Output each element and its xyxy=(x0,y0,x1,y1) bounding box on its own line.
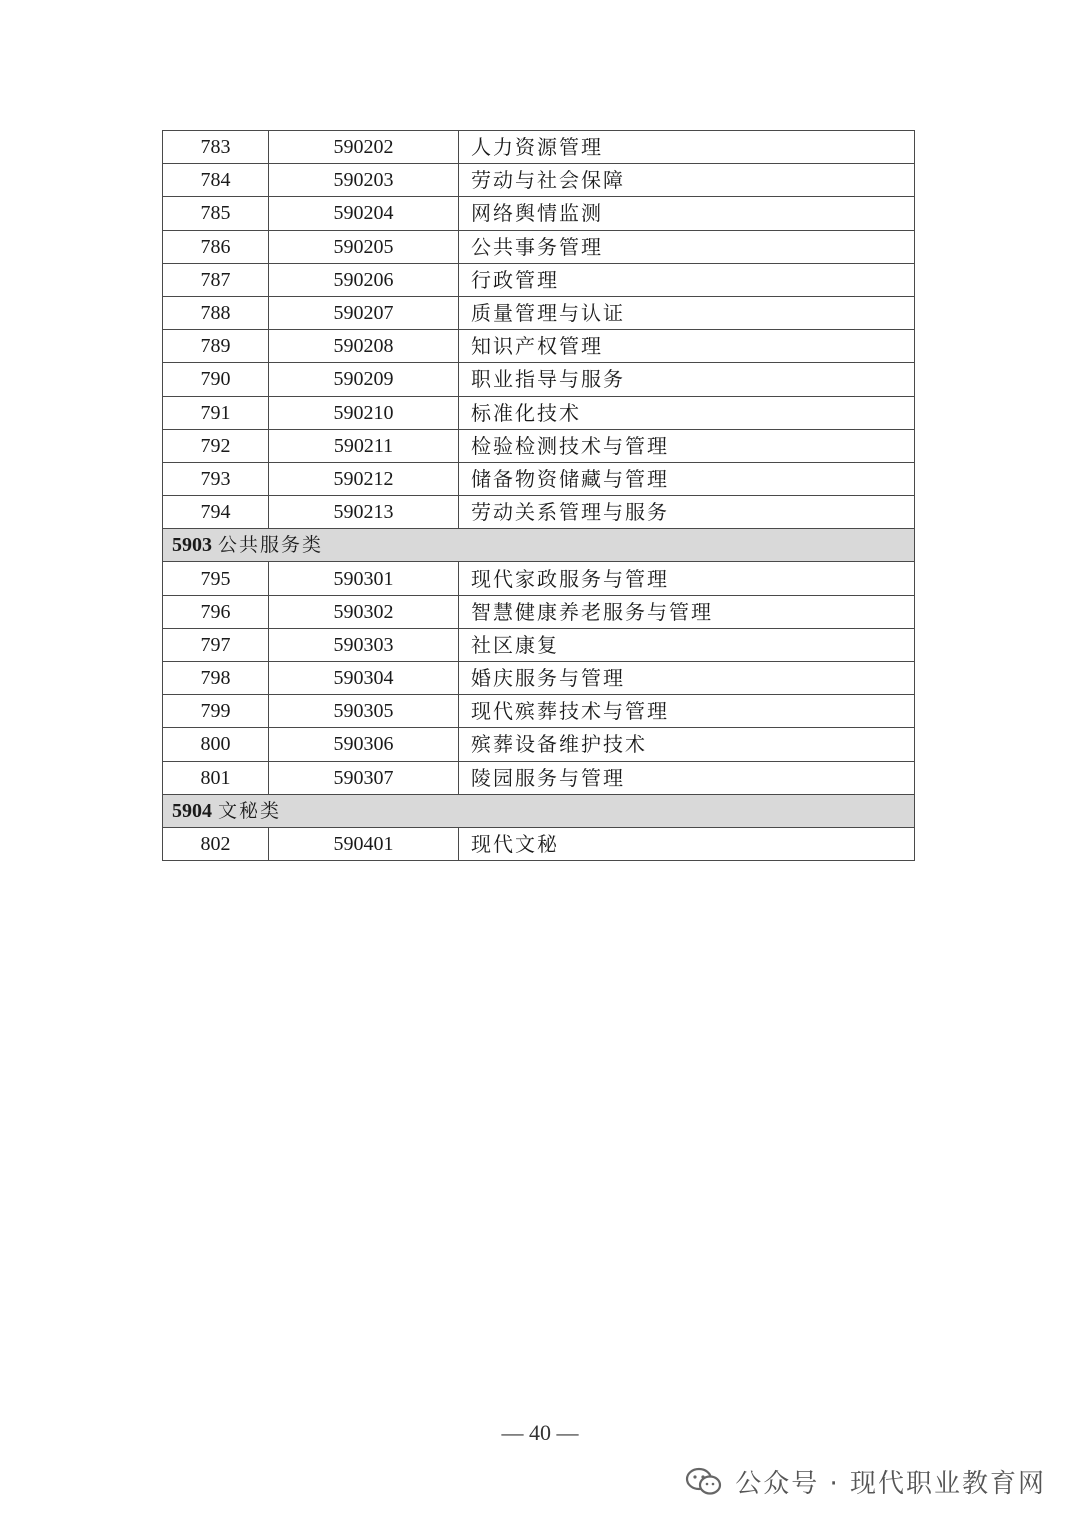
code-cell: 590306 xyxy=(269,728,459,761)
code-cell: 590209 xyxy=(269,363,459,396)
seq-cell: 798 xyxy=(163,662,269,695)
code-cell: 590204 xyxy=(269,197,459,230)
code-cell: 590304 xyxy=(269,662,459,695)
table-row xyxy=(163,662,915,695)
code-cell: 590207 xyxy=(269,296,459,329)
name-cell: 现代家政服务与管理 xyxy=(459,562,915,595)
page-number: — 40 — xyxy=(501,1420,579,1445)
table-row xyxy=(163,330,915,363)
code-cell: 590302 xyxy=(269,595,459,628)
table-row xyxy=(163,363,915,396)
seq-cell: 789 xyxy=(163,330,269,363)
name-cell: 人力资源管理 xyxy=(459,131,915,164)
seq-cell: 796 xyxy=(163,595,269,628)
name-cell: 劳动与社会保障 xyxy=(459,164,915,197)
program-table xyxy=(162,130,915,861)
name-cell: 行政管理 xyxy=(459,263,915,296)
category-row xyxy=(163,529,915,562)
seq-cell: 787 xyxy=(163,263,269,296)
table-row xyxy=(163,496,915,529)
seq-cell: 800 xyxy=(163,728,269,761)
table-row xyxy=(163,164,915,197)
code-cell: 590211 xyxy=(269,429,459,462)
seq-cell: 791 xyxy=(163,396,269,429)
seq-cell: 788 xyxy=(163,296,269,329)
category-name: 文秘类 xyxy=(218,799,282,822)
watermark xyxy=(685,1463,1046,1500)
table-row xyxy=(163,396,915,429)
seq-cell: 799 xyxy=(163,695,269,728)
seq-cell: 794 xyxy=(163,496,269,529)
name-cell: 质量管理与认证 xyxy=(459,296,915,329)
seq-cell: 795 xyxy=(163,562,269,595)
seq-cell: 797 xyxy=(163,628,269,661)
table-body xyxy=(163,131,915,861)
seq-cell: 792 xyxy=(163,429,269,462)
code-cell: 590401 xyxy=(269,827,459,860)
category-code: 5904 xyxy=(172,799,212,822)
name-cell: 社区康复 xyxy=(459,628,915,661)
table-row xyxy=(163,562,915,595)
name-cell: 标准化技术 xyxy=(459,396,915,429)
category-row xyxy=(163,794,915,827)
seq-cell: 785 xyxy=(163,197,269,230)
code-cell: 590212 xyxy=(269,462,459,495)
category-cell xyxy=(163,794,915,827)
name-cell: 网络舆情监测 xyxy=(459,197,915,230)
seq-cell: 784 xyxy=(163,164,269,197)
category-name: 公共服务类 xyxy=(218,534,324,557)
code-cell: 590203 xyxy=(269,164,459,197)
name-cell: 殡葬设备维护技术 xyxy=(459,728,915,761)
name-cell: 劳动关系管理与服务 xyxy=(459,496,915,529)
code-cell: 590208 xyxy=(269,330,459,363)
table-row xyxy=(163,728,915,761)
table-row xyxy=(163,761,915,794)
table-row xyxy=(163,429,915,462)
seq-cell: 793 xyxy=(163,462,269,495)
name-cell: 职业指导与服务 xyxy=(459,363,915,396)
category-code: 5903 xyxy=(172,534,212,557)
code-cell: 590307 xyxy=(269,761,459,794)
seq-cell: 801 xyxy=(163,761,269,794)
table-row xyxy=(163,131,915,164)
seq-cell: 786 xyxy=(163,230,269,263)
category-cell xyxy=(163,529,915,562)
name-cell: 储备物资储藏与管理 xyxy=(459,462,915,495)
name-cell: 婚庆服务与管理 xyxy=(459,662,915,695)
watermark-text: 公众号 · 现代职业教育网 xyxy=(735,1469,1046,1499)
table-row xyxy=(163,263,915,296)
table-row xyxy=(163,628,915,661)
code-cell: 590202 xyxy=(269,131,459,164)
name-cell: 智慧健康养老服务与管理 xyxy=(459,595,915,628)
name-cell: 陵园服务与管理 xyxy=(459,761,915,794)
name-cell: 知识产权管理 xyxy=(459,330,915,363)
name-cell: 公共事务管理 xyxy=(459,230,915,263)
table-row xyxy=(163,595,915,628)
seq-cell: 783 xyxy=(163,131,269,164)
seq-cell: 790 xyxy=(163,363,269,396)
table-row xyxy=(163,197,915,230)
code-cell: 590205 xyxy=(269,230,459,263)
name-cell: 现代文秘 xyxy=(459,827,915,860)
table-row xyxy=(163,230,915,263)
code-cell: 590213 xyxy=(269,496,459,529)
code-cell: 590305 xyxy=(269,695,459,728)
seq-cell: 802 xyxy=(163,827,269,860)
table-row xyxy=(163,296,915,329)
wechat-icon xyxy=(685,1467,723,1497)
code-cell: 590301 xyxy=(269,562,459,595)
table-row xyxy=(163,462,915,495)
code-cell: 590303 xyxy=(269,628,459,661)
table-row xyxy=(163,695,915,728)
name-cell: 现代殡葬技术与管理 xyxy=(459,695,915,728)
table-row xyxy=(163,827,915,860)
code-cell: 590206 xyxy=(269,263,459,296)
code-cell: 590210 xyxy=(269,396,459,429)
name-cell: 检验检测技术与管理 xyxy=(459,429,915,462)
